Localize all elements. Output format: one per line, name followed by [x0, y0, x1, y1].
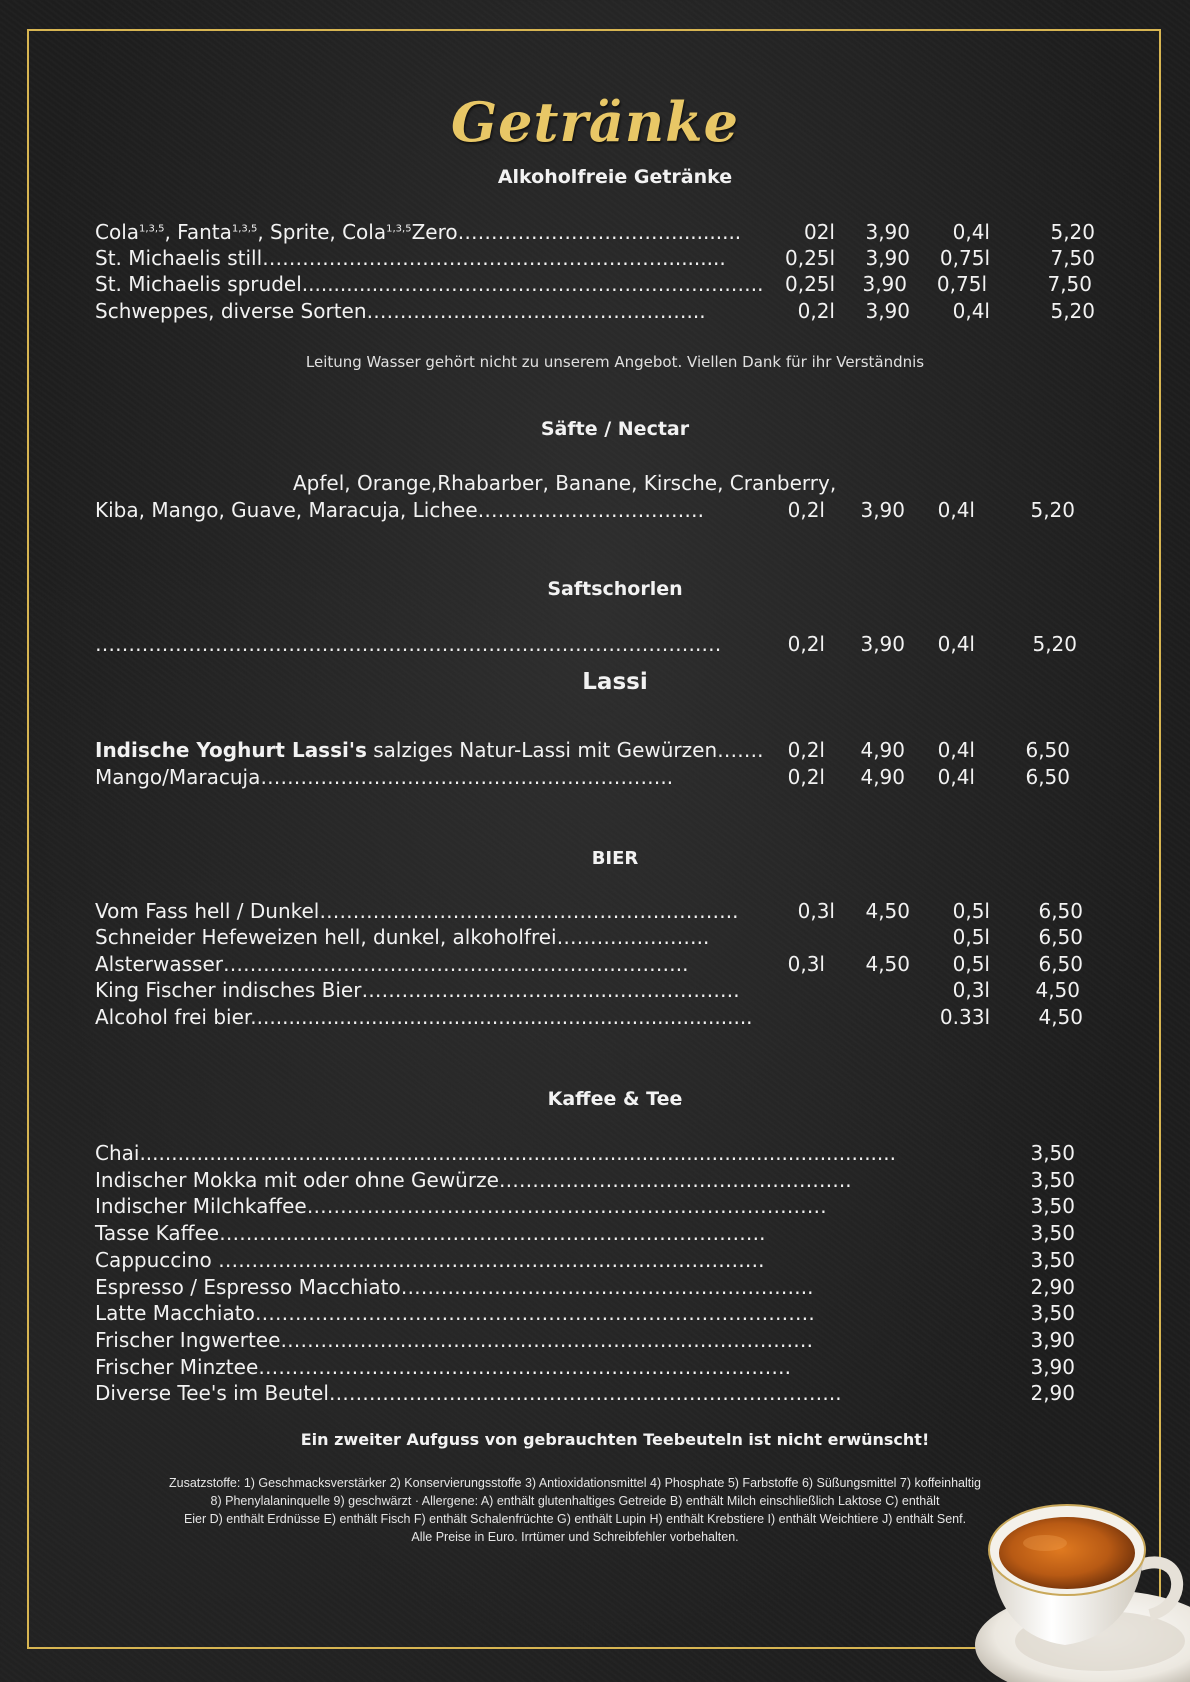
size-large: 0,4l	[937, 765, 975, 789]
menu-item-michaelis-still	[95, 245, 1095, 271]
juice-list-line: Apfel, Orange,Rhabarber, Banane, Kirsche, Cranberry,	[293, 471, 837, 495]
water-note: Leitung Wasser gehört nicht zu unserem Angebot. Viellen Dank für ihr Verständnis	[305, 353, 925, 371]
item-dots: .......................................................................................................................	[139, 1141, 896, 1165]
item-name-bold: Indische Yoghurt Lassi's	[95, 738, 367, 762]
item-name: Indischer Milchkaffee	[95, 1194, 307, 1219]
item-name: Kiba, Mango, Guave, Maracuja, Lichee	[95, 498, 478, 522]
item-dots: …………………………….....……………….	[361, 978, 740, 1002]
size-large: 0,75l	[936, 272, 987, 296]
item-name: St. Michaelis still	[95, 246, 263, 270]
menu-item-mango-lassi	[95, 764, 1070, 790]
menu-item-kaffee	[95, 1167, 1075, 1193]
menu-item-kaffee	[95, 1220, 1075, 1246]
menu-item-kaffee	[95, 1380, 1075, 1406]
item-dots: …………………………………………...	[366, 299, 706, 323]
item-dots: .............…………………………………………….…..	[301, 272, 764, 296]
item-dots: ……………………………………………………………………………….…	[95, 632, 722, 656]
section-heading-kaffee: Kaffee & Tee	[547, 1088, 683, 1110]
additives-line: Zusatzstoffe: 1) Geschmacksverstärker 2) Konservierungsstoffe 3) Antioxidationsmittel 4) Phosphate 5) Farbstoffe 6) Süßungsmittel 7) koffeinhaltig	[169, 1476, 981, 1490]
price-small: 4,90	[860, 765, 905, 789]
price-large: 5,20	[1032, 632, 1077, 656]
item-name: Chai	[95, 1141, 140, 1165]
size-large: 0.33l	[939, 1005, 990, 1029]
menu-item-kaffee	[95, 1193, 1075, 1219]
size-small: 0,2l	[787, 765, 825, 789]
menu-item-juices	[95, 497, 1075, 523]
price-large: 6,50	[1038, 925, 1083, 949]
price-small: 3,90	[860, 632, 905, 656]
size-large: 0,4l	[937, 632, 975, 656]
item-name: Latte Macchiato	[95, 1301, 255, 1326]
menu-item-alkoholfrei-bier	[95, 1004, 1083, 1030]
price-large: 6,50	[1038, 899, 1083, 923]
section-heading-alkoholfrei: Alkoholfreie Getränke	[497, 166, 733, 188]
item-name: Tasse Kaffee	[95, 1221, 220, 1246]
section-heading-saefte: Säfte / Nectar	[540, 418, 690, 440]
item-dots: ……………………………………………..	[498, 1167, 852, 1192]
price-large: 4,50	[1038, 1005, 1083, 1029]
price-small: 3,90	[860, 498, 905, 522]
additives-line: Eier D) enthält Erdnüsse E) enthält Fisch F) enthält Schalenfrüchte G) enthält Lupin H) enthält Krebstiere I) enthält Weichtiere J) enthält Senf.	[183, 1512, 967, 1526]
menu-item-yoghurt-lassi	[95, 737, 1070, 763]
size-small: 0,25l	[785, 246, 836, 270]
price-large: 6,50	[1025, 765, 1070, 789]
item-name: Schweppes, diverse Sorten	[95, 299, 367, 323]
item-dots: ……………………………………………………..	[260, 765, 674, 789]
item-name: Indischer Mokka mit oder ohne Gewürze	[95, 1167, 499, 1192]
item-price: 3,50	[1030, 1167, 1075, 1192]
item-name: King Fischer indisches Bier	[95, 978, 362, 1002]
menu-item-schweppes	[95, 298, 1095, 324]
menu-item-kaffee	[95, 1247, 1075, 1273]
price-small: 3,90	[865, 246, 910, 270]
size-large: 0,5l	[952, 925, 990, 949]
size-small: 0,3l	[797, 899, 835, 923]
item-dots: ……………………………………………………………………….	[219, 1221, 766, 1246]
size-large: 0,4l	[952, 220, 990, 244]
item-dots: ……………………….…………………………………………….	[258, 1354, 791, 1379]
price-large: 6,50	[1038, 952, 1083, 976]
item-dots: …………………………………………….………..	[319, 899, 739, 923]
size-small: 0,3l	[787, 952, 825, 976]
additives-line: Alle Preise in Euro. Irrtümer und Schreibfehler vorbehalten.	[411, 1530, 739, 1544]
size-small: 0,2l	[797, 299, 835, 323]
price-large: 5,20	[1030, 498, 1075, 522]
price-small: 3,90	[865, 299, 910, 323]
item-price: 3,90	[1030, 1327, 1075, 1352]
menu-item-hefeweizen	[95, 924, 1083, 950]
additives-line: 8) Phenylalaninquelle 9) geschwärzt · Allergene: A) enthält glutenhaltiges Getreide B) enthält Milch einschließlich Laktose C) enthält	[210, 1494, 940, 1508]
item-name: Cappuccino	[95, 1247, 212, 1272]
item-dots: …….	[717, 738, 764, 762]
menu-item-vom-fass	[95, 898, 1083, 924]
menu-item-kaffee	[95, 1327, 1075, 1353]
menu-item-kaffee	[95, 1140, 1075, 1166]
item-dots: ………..……………………………………………………………	[280, 1327, 814, 1352]
item-name: Vom Fass hell / Dunkel	[95, 899, 320, 923]
item-name: Alcohol frei bier	[95, 1005, 251, 1029]
size-large: 0,5l	[952, 952, 990, 976]
menu-item-kaffee	[95, 1300, 1075, 1326]
item-price: 3,50	[1030, 1194, 1075, 1219]
page-title: Getränke	[451, 90, 739, 154]
item-price: 3,90	[1030, 1354, 1075, 1379]
tea-cup-icon	[950, 1495, 1190, 1682]
item-dots: …………………..	[556, 925, 710, 949]
item-name: Alsterwasser	[95, 952, 224, 976]
item-dots: ……………………………………………………..	[400, 1274, 814, 1299]
item-dots: ……………………………..........	[457, 220, 742, 244]
size-large: 0,75l	[939, 246, 990, 270]
price-small: 4,90	[860, 738, 905, 762]
size-small: 0,2l	[787, 632, 825, 656]
item-dots: ……………………………………………………………………….	[211, 1247, 765, 1272]
price-large: 6,50	[1025, 738, 1070, 762]
item-dots: ……………………………………………………..........	[262, 246, 726, 270]
size-small: 02l	[803, 220, 835, 244]
item-price: 3,50	[1030, 1141, 1075, 1165]
item-dots: …………………………………………………………………..	[328, 1381, 842, 1406]
tea-bag-warning: Ein zweiter Aufguss von gebrauchten Teebeuteln ist nicht erwünscht!	[300, 1430, 930, 1449]
size-large: 0,4l	[937, 738, 975, 762]
price-large: 7,50	[1050, 246, 1095, 270]
size-large: 0,4l	[952, 299, 990, 323]
item-name: Cola$^{1,3,5}$, Fanta$^{1,3,5}$, Sprite, Cola$^{1,3,5}$Zero	[95, 220, 458, 244]
item-price: 2,90	[1030, 1274, 1075, 1299]
price-small: 4,50	[865, 899, 910, 923]
menu-item-michaelis-sprudel	[95, 271, 1092, 297]
item-dots: …………………………………………………………………………	[254, 1301, 815, 1326]
item-dots: …………………………….	[477, 498, 704, 522]
section-heading-lassi: Lassi	[582, 669, 648, 695]
item-name: Frischer Minztee	[95, 1354, 259, 1379]
price-large: 4,50	[1035, 978, 1080, 1002]
size-small: 0,25l	[785, 272, 836, 296]
additives-note	[140, 1474, 1010, 1546]
item-price: 3,50	[1030, 1221, 1075, 1246]
size-small: 0,2l	[787, 498, 825, 522]
item-name: Frischer Ingwertee	[95, 1327, 281, 1352]
menu-item-cola	[95, 219, 1095, 245]
item-name: salziges Natur-Lassi mit Gewürzen	[366, 738, 718, 762]
size-small: 0,2l	[787, 738, 825, 762]
item-price: 2,90	[1030, 1381, 1075, 1406]
item-dots: …………………………………………………..………..	[223, 952, 689, 976]
item-dots: ...............................................................................	[250, 1005, 753, 1029]
item-name: Diverse Tee's im Beutel	[95, 1381, 329, 1406]
item-name: Schneider Hefeweizen hell, dunkel, alkoholfrei	[95, 925, 557, 949]
section-heading-bier: BIER	[591, 848, 639, 869]
section-heading-saftschorlen: Saftschorlen	[547, 578, 683, 600]
item-price: 3,50	[1030, 1247, 1075, 1272]
menu-item-king-fischer	[95, 977, 1080, 1003]
menu-item-saftschorle	[95, 631, 1077, 657]
item-name: St. Michaelis sprudel	[95, 272, 302, 296]
menu-item-kaffee	[95, 1274, 1075, 1300]
price-small: 3,90	[865, 220, 910, 244]
item-name: Espresso / Espresso Macchiato	[95, 1274, 401, 1299]
size-large: 0,3l	[952, 978, 990, 1002]
price-large: 5,20	[1050, 299, 1095, 323]
menu-item-kaffee	[95, 1354, 1075, 1380]
price-large: 5,20	[1050, 220, 1095, 244]
item-name: Mango/Maracuja	[95, 765, 261, 789]
size-large: 0,4l	[937, 498, 975, 522]
price-large: 7,50	[1047, 272, 1092, 296]
menu-item-alsterwasser	[95, 951, 1083, 977]
size-large: 0,5l	[952, 899, 990, 923]
item-price: 3,50	[1030, 1301, 1075, 1326]
price-small: 3,90	[862, 272, 907, 296]
price-small: 4,50	[865, 952, 910, 976]
item-dots: ……………………………………………………………………	[306, 1194, 827, 1219]
